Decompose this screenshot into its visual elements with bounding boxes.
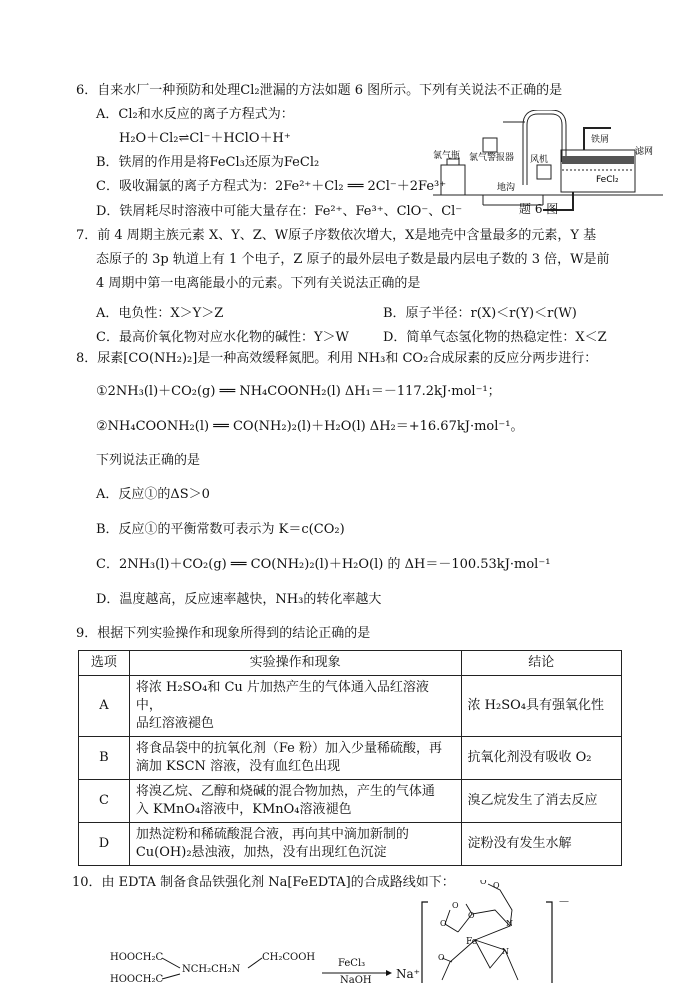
q9-row-a-operation xyxy=(129,676,461,737)
svg-text:N: N xyxy=(502,947,509,956)
q9-row-c-op-line1: 将溴乙烷、乙醇和烧碱的混合物加热，产生的气体通 xyxy=(135,784,435,799)
q8-option-d: D．温度越高，反应速率越快，NH₃的转化率越大 xyxy=(96,592,382,607)
table-row xyxy=(79,780,622,823)
q6-figure-caption: 题 6 图 xyxy=(519,202,559,216)
fig-fecl2-label: FeCl₂ xyxy=(596,175,619,185)
q9-row-b-op-line1: 将食品袋中的抗氧化剂（Fe 粉）加入少量稀硫酸，再 xyxy=(135,741,442,756)
table-row xyxy=(79,823,622,866)
q9-row-b-conclusion: 抗氧化剂没有吸收 O₂ xyxy=(461,737,621,780)
q9-header-operation: 实验操作和现象 xyxy=(129,651,461,676)
q8-reaction-1: ①2NH₃(l)＋CO₂(g) ══ NH₄COONH₂(l) ΔH₁＝－117.2kJ·mol⁻¹； xyxy=(96,384,501,399)
svg-text:N: N xyxy=(506,919,513,928)
q9-row-c-op-line2: 入 KMnO₄溶液中，KMnO₄溶液褪色 xyxy=(135,802,352,817)
iron-center: Fe xyxy=(466,937,478,947)
q9-header-conclusion: 结论 xyxy=(461,651,621,676)
q7-option-d: D．简单气态氢化物的热稳定性：X＜Z xyxy=(383,330,607,345)
fig-ditch-label: 地沟 xyxy=(497,183,516,193)
q9-header-option: 选项 xyxy=(79,651,130,676)
q9-row-c-option: C xyxy=(79,780,130,823)
q9-row-b-option: B xyxy=(79,737,130,780)
edta-center: NCH₂CH₂N xyxy=(182,964,241,975)
q6-option-c: C．吸收漏氯的离子方程式为：2Fe²⁺＋Cl₂ ══ 2Cl⁻＋2Fe³⁺ xyxy=(96,179,447,194)
q7-option-b: B．原子半径：r(X)＜r(Y)＜r(W) xyxy=(383,306,577,321)
q9-row-b-op-line2: 滴加 KSCN 溶液，没有血红色出现 xyxy=(135,759,341,774)
sodium-cation: Na⁺ xyxy=(396,967,420,981)
fig-iron-label: 铁屑 xyxy=(591,135,610,145)
reagent-naoh: NaOH xyxy=(340,975,372,983)
q6-option-d: D．铁屑耗尽时溶液中可能大量存在：Fe²⁺、Fe³⁺、ClO⁻、Cl⁻ xyxy=(96,204,463,219)
q9-row-a-option: A xyxy=(79,676,130,737)
reagent-fecl3: FeCl₃ xyxy=(338,958,366,969)
table-row xyxy=(79,737,622,780)
q7-stem-line2: 态原子的 3p 轨道上有 1 个电子，Z 原子的最外层电子数是最内层电子数的 3 倍，W是前 xyxy=(96,252,610,267)
q7-option-a: A．电负性：X＞Y＞Z xyxy=(96,306,224,321)
q7-option-c: C．最高价氧化物对应水化物的碱性：Y＞W xyxy=(96,330,349,345)
svg-text:O: O xyxy=(493,881,500,890)
q9-stem: 9．根据下列实验操作和现象所得到的结论正确的是 xyxy=(76,626,371,641)
q6-option-a: A．Cl₂和水反应的离子方程式为： xyxy=(96,107,294,122)
svg-text:O: O xyxy=(440,919,447,928)
q10-synthesis-scheme xyxy=(100,880,660,983)
q8-option-b: B．反应①的平衡常数可表示为 K＝c(CO₂) xyxy=(96,522,345,537)
q9-row-a-conclusion: 浓 H₂SO₄具有强氧化性 xyxy=(461,676,621,737)
q6-stem: 6．自来水厂一种预防和处理Cl₂泄漏的方法如题 6 图所示。下列有关说法不正确的是 xyxy=(76,83,563,98)
svg-text:O: O xyxy=(438,953,445,962)
fig-bottle-label: 氯气瓶 xyxy=(433,151,461,161)
q9-row-d-op-line2: Cu(OH)₂悬浊液，加热，没有出现红色沉淀 xyxy=(135,845,387,860)
svg-text:O: O xyxy=(468,911,475,920)
q9-row-d-operation xyxy=(129,823,461,866)
q9-row-d-conclusion: 淀粉没有发生水解 xyxy=(461,823,621,866)
q9-row-b-operation xyxy=(129,737,461,780)
fig-alarm-label: 氯气警报器 xyxy=(469,153,515,163)
svg-text:O: O xyxy=(452,901,459,910)
fig-net-label: 滤网 xyxy=(635,147,654,157)
q9-row-d-op-line1: 加热淀粉和稀硫酸混合液，再向其中滴加新制的 xyxy=(135,827,409,842)
complex-charge: － xyxy=(558,895,571,909)
edta-left-bottom: HOOCH₂C xyxy=(110,974,164,983)
q9-row-c-operation xyxy=(129,780,461,823)
q8-option-c: C．2NH₃(l)＋CO₂(g) ══ CO(NH₂)₂(l)＋H₂O(l) 的 ΔH＝－100.53kJ·mol⁻¹ xyxy=(96,557,551,572)
q6-option-b: B．铁屑的作用是将FeCl₃还原为FeCl₂ xyxy=(96,155,320,170)
q9-row-c-conclusion: 溴乙烷发生了消去反应 xyxy=(461,780,621,823)
edta-right-top: CH₂COOH xyxy=(262,952,316,963)
q6-option-a-equation: H₂O＋Cl₂⇌Cl⁻＋HClO＋H⁺ xyxy=(119,131,291,146)
svg-text:O: O xyxy=(480,880,487,886)
q8-reaction-2: ②NH₄COONH₂(l) ══ CO(NH₂)₂(l)＋H₂O(l) ΔH₂＝+16.67kJ·mol⁻¹。 xyxy=(96,419,524,434)
q9-table-header xyxy=(79,651,622,676)
q9-row-d-option: D xyxy=(79,823,130,866)
q9-table xyxy=(78,650,622,866)
q9-row-a-op-line2: 品红溶液褪色 xyxy=(135,716,214,731)
fig-fan-label: 风机 xyxy=(530,155,549,165)
q8-option-a: A．反应①的ΔS＞0 xyxy=(96,487,210,502)
q7-stem-line3: 4 周期中第一电离能最小的元素。下列有关说法正确的是 xyxy=(96,276,421,291)
q7-stem-line1: 7．前 4 周期主族元素 X、Y、Z、W原子序数依次增大，X是地壳中含量最多的元素，Y 基 xyxy=(76,228,597,243)
edta-left-top: HOOCH₂C xyxy=(110,952,164,963)
q8-ask: 下列说法正确的是 xyxy=(96,453,201,468)
q9-row-a-op-line1: 将浓 H₂SO₄和 Cu 片加热产生的气体通入品红溶液中， xyxy=(135,680,429,713)
q8-stem: 8．尿素[CO(NH₂)₂]是一种高效缓释氮肥。利用 NH₃和 CO₂合成尿素的反应分两步进行： xyxy=(76,351,598,366)
table-row xyxy=(79,676,622,737)
q10-stem: 10．由 EDTA 制备食品铁强化剂 Na[FeEDTA]的合成路线如下： xyxy=(72,875,455,890)
